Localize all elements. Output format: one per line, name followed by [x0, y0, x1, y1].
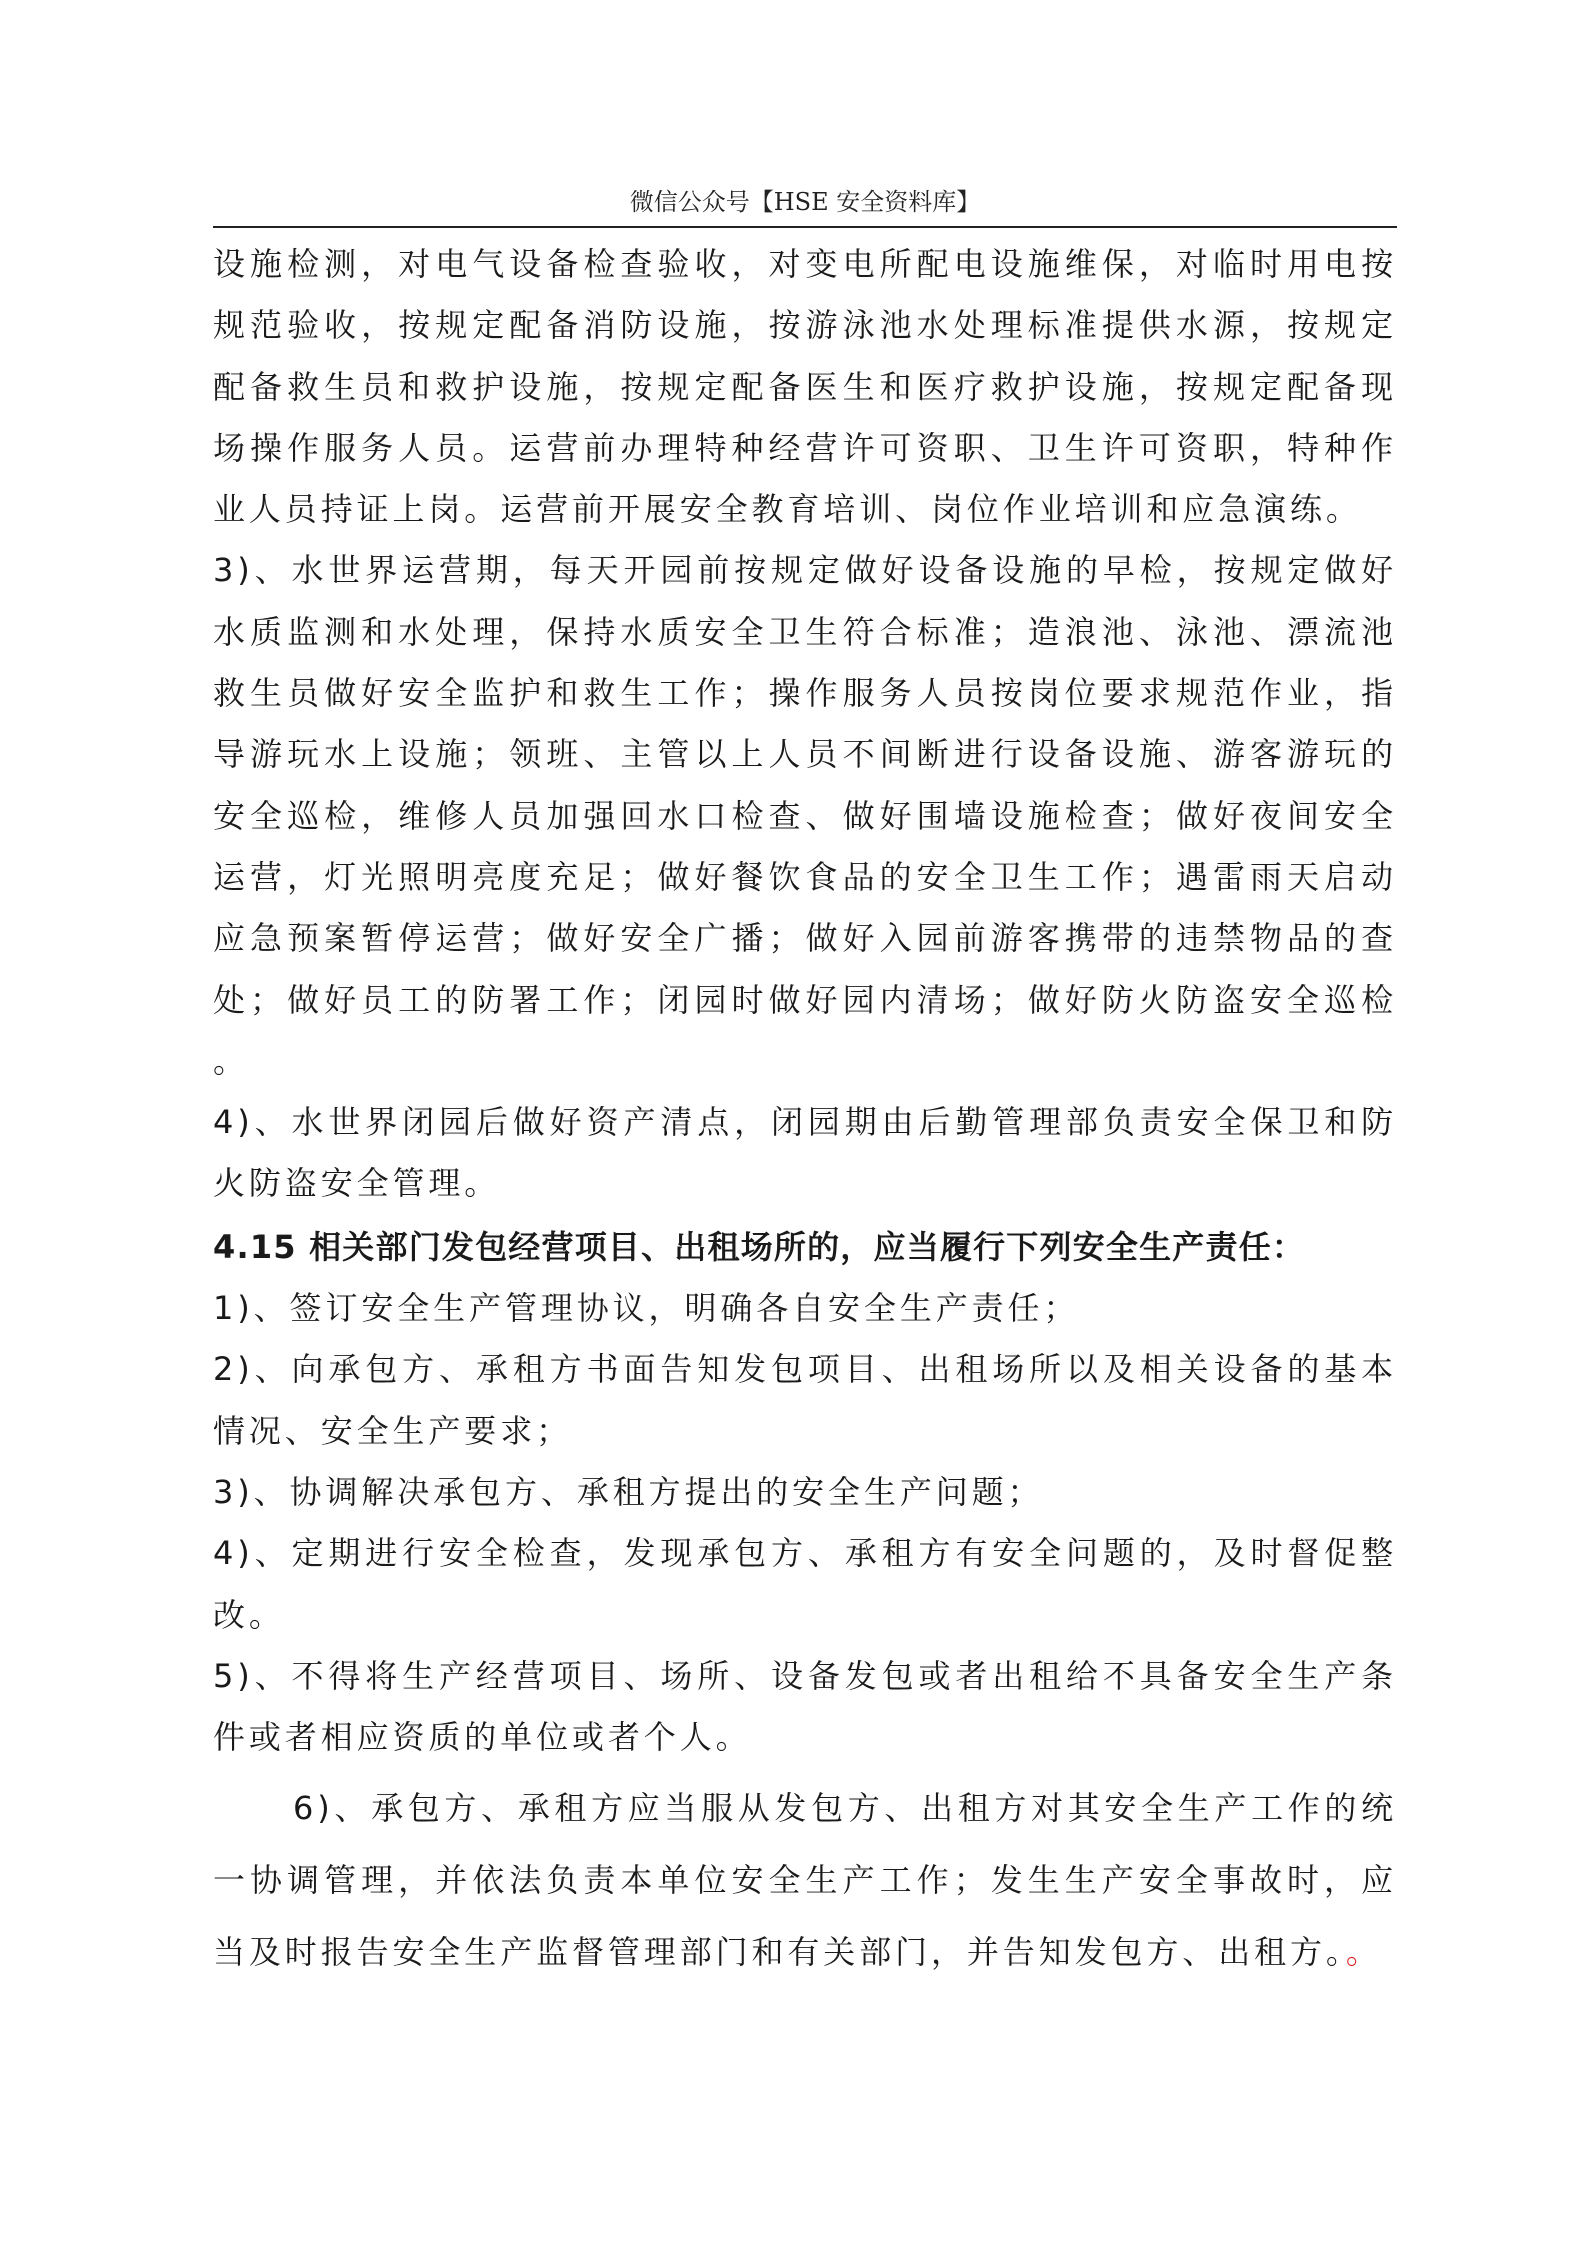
list-item-4: 4)、定期进行安全检查，发现承包方、承租方有安全问题的，及时督促整改。: [213, 1534, 1397, 1634]
list-item-6: [213, 1772, 1397, 1988]
page-header: 微信公众号【HSE 安全资料库】: [629, 188, 981, 216]
list-item-1: 1)、签订安全生产管理协议，明确各自安全生产责任；: [213, 1289, 1080, 1328]
red-period-mark: 。: [1345, 1933, 1382, 1972]
section-heading: 4.15 相关部门发包经营项目、出租场所的，应当履行下列安全生产责任：: [213, 1227, 1306, 1266]
list-item-5: 5)、不得将生产经营项目、场所、设备发包或者出租给不具备安全生产条件或者相应资质的单位或者个人。: [213, 1656, 1397, 1757]
paragraph-operation-period: 3)、水世界运营期，每天开园前按规定做好设备设施的早检，按规定做好水质监测和水处理，保持水质安全卫生符合标准；造浪池、泳池、漂流池救生员做好安全监护和救生工作；操作服务人员按岗位要求规范作业，指导游玩水上设施；领班、主管以上人员不间断进行设备设施、游客游玩的安全巡检，维修人员加强回水口检查、做好围墙设施检查；做好夜间安全运营，灯光照明亮度充足；做好餐饮食品的安全卫生工作；遇雷雨天启动应急预案暂停运营；做好安全广播；做好入园前游客携带的违禁物品的查处；做好员工的防署工作；闭园时做好园内清场；做好防火防盗安全巡检。: [213, 551, 1397, 1080]
document-body: [213, 234, 1397, 1988]
paragraph-closure: 4)、水世界闭园后做好资产清点，闭园期由后勤管理部负责安全保卫和防火防盗安全管理。: [213, 1103, 1397, 1203]
list-item-6-text: 6)、承包方、承租方应当服从发包方、出租方对其安全生产工作的统一协调管理，并依法负责本单位安全生产工作；发生生产安全事故时，应当及时报告安全生产监督管理部门和有关部门，并告知发包方、出租方。: [213, 1789, 1397, 1972]
list-item-2: 2)、向承包方、承租方书面告知发包项目、出租场所以及相关设备的基本情况、安全生产要求；: [213, 1350, 1397, 1450]
list-item-3: 3)、协调解决承包方、承租方提出的安全生产问题；: [213, 1472, 1044, 1511]
header-divider: [213, 226, 1397, 228]
paragraph-facility-check: 设施检测，对电气设备检查验收，对变电所配电设施维保，对临时用电按规范验收，按规定配备消防设施，按游泳池水处理标准提供水源，按规定配备救生员和救护设施，按规定配备医生和医疗救护设施，按规定配备现场操作服务人员。运营前办理特种经营许可资职、卫生许可资职，特种作业人员持证上岗。运营前开展安全教育培训、岗位作业培训和应急演练。: [213, 245, 1397, 529]
